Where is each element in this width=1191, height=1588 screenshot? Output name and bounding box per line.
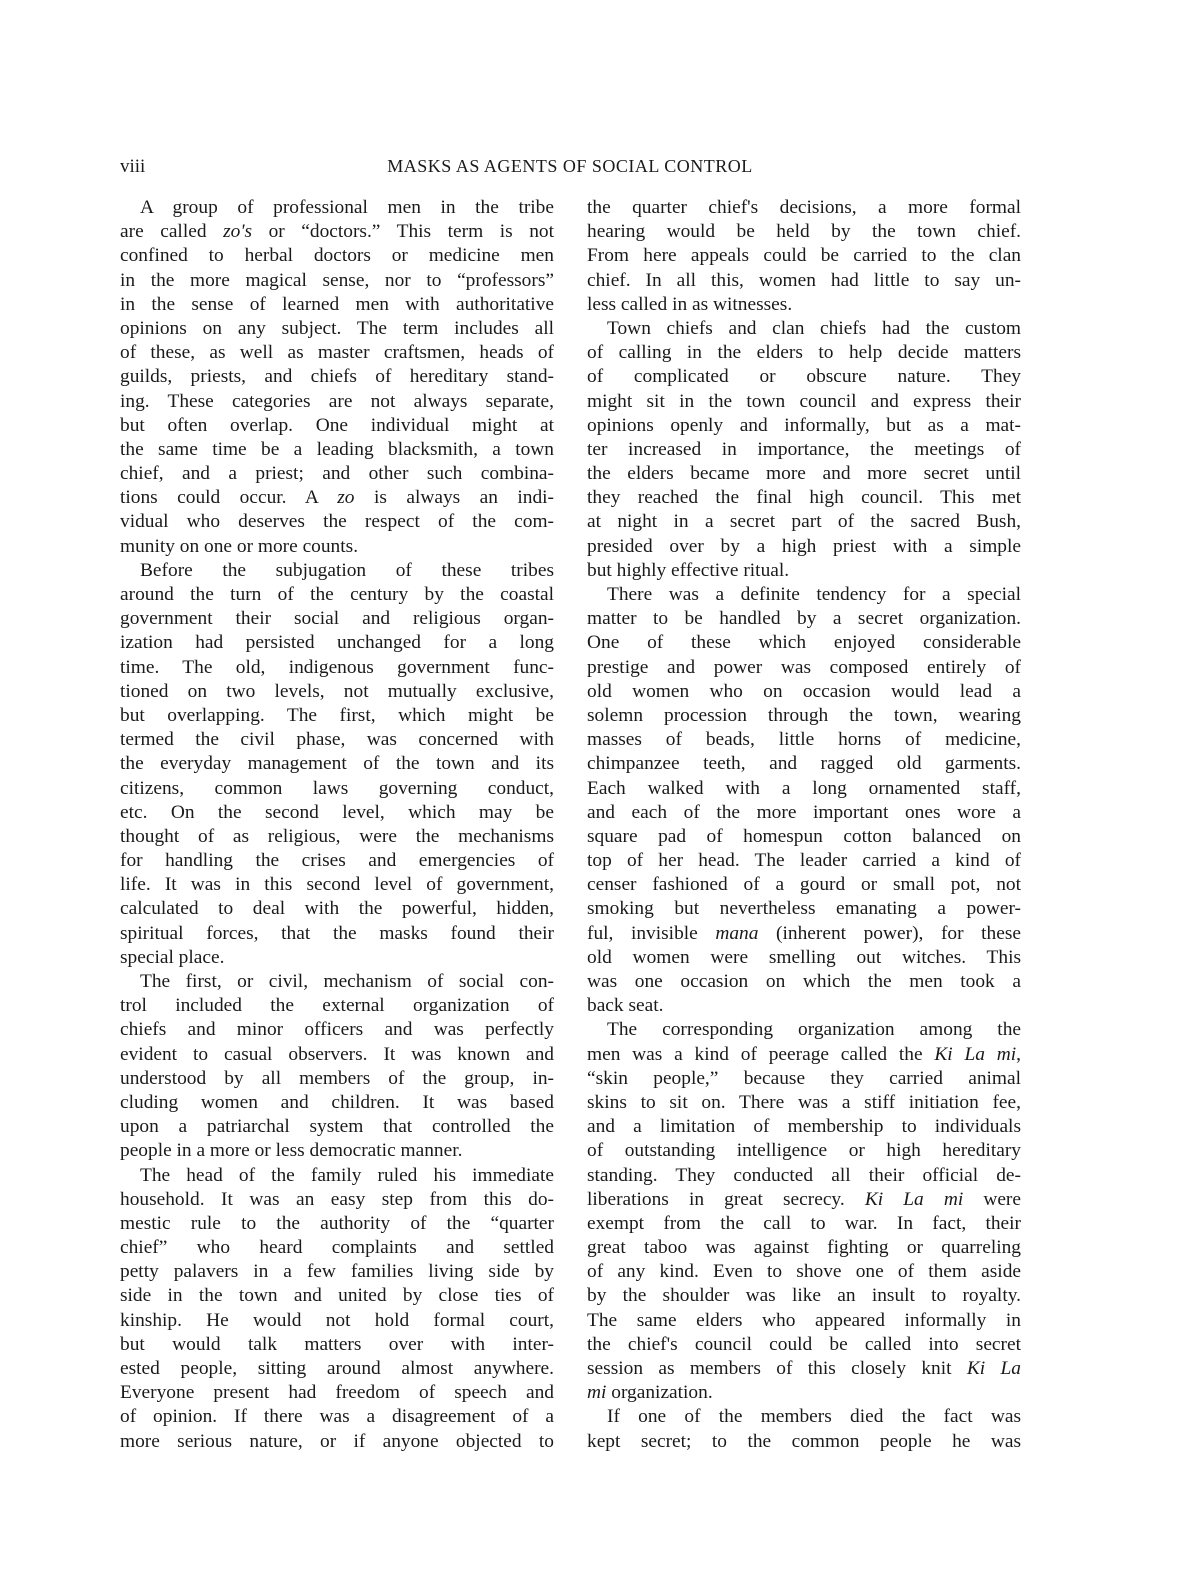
text-segment: session as members of this closely knit (587, 1358, 967, 1379)
text-line: side in the town and united by close ties of (120, 1285, 554, 1307)
italic-term: Ki La mi (864, 1188, 964, 1210)
text-line: more serious nature, or if anyone objected to (120, 1430, 554, 1452)
text-line: and each of the more important ones wore a (587, 801, 1021, 823)
text-line: mestic rule to the authority of the “quarter (120, 1212, 554, 1234)
text-line (587, 1043, 1021, 1067)
text-line: square pad of homespun cotton balanced on (587, 825, 1021, 847)
paragraph (120, 559, 554, 970)
text-line: One of these which enjoyed considerable (587, 632, 1021, 654)
text-line: opinions openly and informally, but as a mat- (587, 414, 1021, 436)
text-segment: ful, invisible (587, 922, 716, 944)
text-line: was one occasion on which the men took a (587, 971, 1021, 992)
text-line: skins to sit on. There was a stiff initiation fee, (587, 1091, 1021, 1113)
text-segment: organization. (606, 1382, 713, 1404)
italic-term: Ki La mi (934, 1043, 1017, 1065)
text-line: exempt from the call to war. In fact, their (587, 1212, 1021, 1234)
text-line: of these, as well as master craftsmen, heads of (120, 342, 554, 364)
text-line: but would talk matters over with inter- (120, 1333, 554, 1355)
text-line: the elders became more and more secret until (587, 463, 1021, 485)
text-line: chimpanzee teeth, and ragged old garments. (587, 753, 1021, 775)
paragraph (120, 1164, 554, 1454)
text-line: of complicated or obscure nature. They (587, 366, 1021, 388)
text-segment: were (963, 1188, 1021, 1210)
text-line: the quarter chief's decisions, a more formal (587, 197, 1021, 218)
text-line: special place. (120, 946, 225, 968)
text-line: thought of as religious, were the mechanisms (120, 825, 554, 847)
right-column (587, 196, 1021, 1454)
text-line: in the more magical sense, nor to “professors” (120, 269, 554, 291)
text-line: less called in as witnesses. (587, 293, 793, 315)
text-line: of calling in the elders to help decide matters (587, 342, 1021, 364)
text-line: but overlapping. The first, which might be (120, 704, 554, 726)
text-line: petty palavers in a few families living side by (120, 1261, 554, 1283)
text-line: hearing would be held by the town chief. (587, 221, 1021, 243)
text-line: life. It was in this second level of government, (120, 874, 554, 896)
text-line: prestige and power was composed entirely of (587, 656, 1021, 678)
text-line: munity on one or more counts. (120, 535, 359, 557)
italic-term: mana (715, 922, 759, 944)
text-line: Before the subjugation of these tribes (140, 559, 554, 581)
text-line: and a limitation of membership to individuals (587, 1116, 1021, 1138)
text-line: vidual who deserves the respect of the com- (120, 511, 554, 533)
text-line: the everyday management of the town and its (120, 753, 554, 775)
text-line: around the turn of the century by the coastal (120, 584, 554, 605)
text-line: chief” who heard complaints and settled (120, 1237, 554, 1259)
text-line: in the sense of learned men with authoritative (120, 293, 554, 315)
text-line: government their social and religious organ- (120, 608, 554, 630)
text-line: but often overlap. One individual might at (120, 414, 554, 436)
page-number: viii (120, 156, 146, 177)
text-segment: are called (120, 221, 224, 243)
text-line: upon a patriarchal system that controlled the (120, 1116, 554, 1138)
paragraph (587, 196, 1021, 317)
text-line: solemn procession through the town, wearing (587, 704, 1021, 726)
text-line: understood by all members of the group, in- (120, 1067, 554, 1089)
text-segment: liberations in great secrecy. (587, 1188, 865, 1210)
text-line: A group of professional men in the tribe (140, 197, 554, 218)
text-line (587, 1381, 1021, 1405)
paragraph (120, 970, 554, 1164)
text-line: The first, or civil, mechanism of social con- (140, 971, 554, 992)
text-line: citizens, common laws governing conduct, (120, 777, 554, 799)
text-line: spiritual forces, that the masks found their (120, 922, 554, 944)
text-line: tioned on two levels, not mutually exclusive, (120, 680, 554, 702)
text-line: If one of the members died the fact was (607, 1406, 1021, 1428)
running-title: MASKS AS AGENTS OF SOCIAL CONTROL (387, 156, 753, 176)
text-line: for handling the crises and emergencies of (120, 850, 554, 872)
paragraph (587, 583, 1021, 1018)
text-line: Everyone present had freedom of speech and (120, 1382, 554, 1404)
text-line (120, 220, 554, 244)
paragraph (587, 1018, 1021, 1405)
text-line: masses of beads, little horns of medicine, (587, 729, 1021, 751)
text-line: trol included the external organization of (120, 995, 554, 1017)
text-line: at night in a secret part of the sacred Bush, (587, 511, 1021, 533)
text-line: ter increased in importance, the meetings of (587, 438, 1021, 460)
running-header (120, 156, 1020, 182)
text-line: cluding women and children. It was based (120, 1091, 554, 1113)
text-line: termed the civil phase, was concerned with (120, 729, 554, 751)
text-line: calculated to deal with the powerful, hidden, (120, 898, 554, 920)
text-line: but highly effective ritual. (587, 559, 790, 581)
text-segment: , (1016, 1043, 1021, 1065)
text-line: opinions on any subject. The term includes all (120, 317, 554, 339)
text-line: old women were smelling out witches. This (587, 946, 1021, 968)
text-line: matter to be handled by a secret organization. (587, 608, 1021, 630)
text-line: guilds, priests, and chiefs of hereditary stand- (120, 366, 554, 388)
text-line (120, 486, 554, 510)
text-line: censer fashioned of a gourd or small pot, not (587, 874, 1021, 896)
text-segment: (inherent power), for these (758, 922, 1022, 944)
text-line: ing. These categories are not always separate, (120, 390, 554, 412)
text-line: household. It was an easy step from this do- (120, 1188, 554, 1210)
text-line: might sit in the town council and express their (587, 390, 1021, 412)
text-line: top of her head. The leader carried a kind of (587, 850, 1021, 872)
paragraph (587, 1405, 1021, 1453)
text-line (587, 1188, 1021, 1212)
text-line: chief. In all this, women had little to say un- (587, 269, 1021, 291)
text-line: great taboo was against fighting or quarreling (587, 1237, 1021, 1259)
text-line: kinship. He would not hold formal court, (120, 1309, 554, 1331)
text-line: chiefs and minor officers and was perfectly (120, 1019, 554, 1041)
text-line: smoking but nevertheless emanating a power- (587, 898, 1021, 920)
text-line (587, 1357, 1021, 1381)
text-line: the same time be a leading blacksmith, a town (120, 438, 554, 460)
text-line: The head of the family ruled his immediate (140, 1164, 554, 1186)
text-line: evident to casual observers. It was known and (120, 1043, 554, 1065)
paragraph (587, 317, 1021, 583)
text-line: From here appeals could be carried to the clan (587, 245, 1021, 267)
text-segment: tions could occur. A (120, 487, 338, 509)
text-line: people in a more or less democratic manner. (120, 1140, 463, 1162)
text-line: “skin people,” because they carried animal (587, 1067, 1021, 1089)
text-segment: men was a kind of peerage called the (587, 1043, 935, 1065)
paragraph (120, 196, 554, 559)
text-line: back seat. (587, 995, 664, 1017)
text-line: Town chiefs and clan chiefs had the custom (607, 317, 1021, 339)
italic-term: zo (337, 487, 355, 509)
left-column (120, 196, 554, 1454)
text-line: etc. On the second level, which may be (120, 801, 554, 823)
text-line (587, 922, 1021, 946)
text-line: standing. They conducted all their official de- (587, 1164, 1021, 1186)
text-line: of opinion. If there was a disagreement of a (120, 1406, 554, 1428)
text-line: Each walked with a long ornamented staff, (587, 777, 1021, 799)
text-line: The same elders who appeared informally in (587, 1309, 1021, 1331)
italic-term: mi (587, 1382, 607, 1404)
text-line: the chief's council could be called into secret (587, 1333, 1021, 1355)
text-line: chief, and a priest; and other such combina- (120, 463, 554, 485)
text-line: presided over by a high priest with a simple (587, 535, 1021, 557)
text-segment: is always an indi- (354, 487, 554, 509)
text-segment: or “doctors.” This term is not (252, 221, 554, 243)
text-line: of outstanding intelligence or high hereditary (587, 1140, 1021, 1162)
text-line: time. The old, indigenous government func- (120, 656, 554, 678)
text-line: they reached the final high council. This met (587, 487, 1021, 509)
text-line: There was a definite tendency for a special (607, 584, 1021, 605)
text-line: old women who on occasion would lead a (587, 680, 1021, 702)
text-line: confined to herbal doctors or medicine men (120, 245, 554, 267)
text-line: by the shoulder was like an insult to royalty. (587, 1285, 1021, 1307)
text-line: The corresponding organization among the (607, 1019, 1021, 1041)
text-line: of any kind. Even to shove one of them aside (587, 1261, 1021, 1283)
italic-term: zo's (223, 221, 253, 243)
text-line: ested people, sitting around almost anywhere. (120, 1358, 554, 1379)
text-line: kept secret; to the common people he was (587, 1430, 1021, 1452)
text-line: ization had persisted unchanged for a long (120, 632, 554, 654)
italic-term: Ki La (966, 1358, 1021, 1379)
